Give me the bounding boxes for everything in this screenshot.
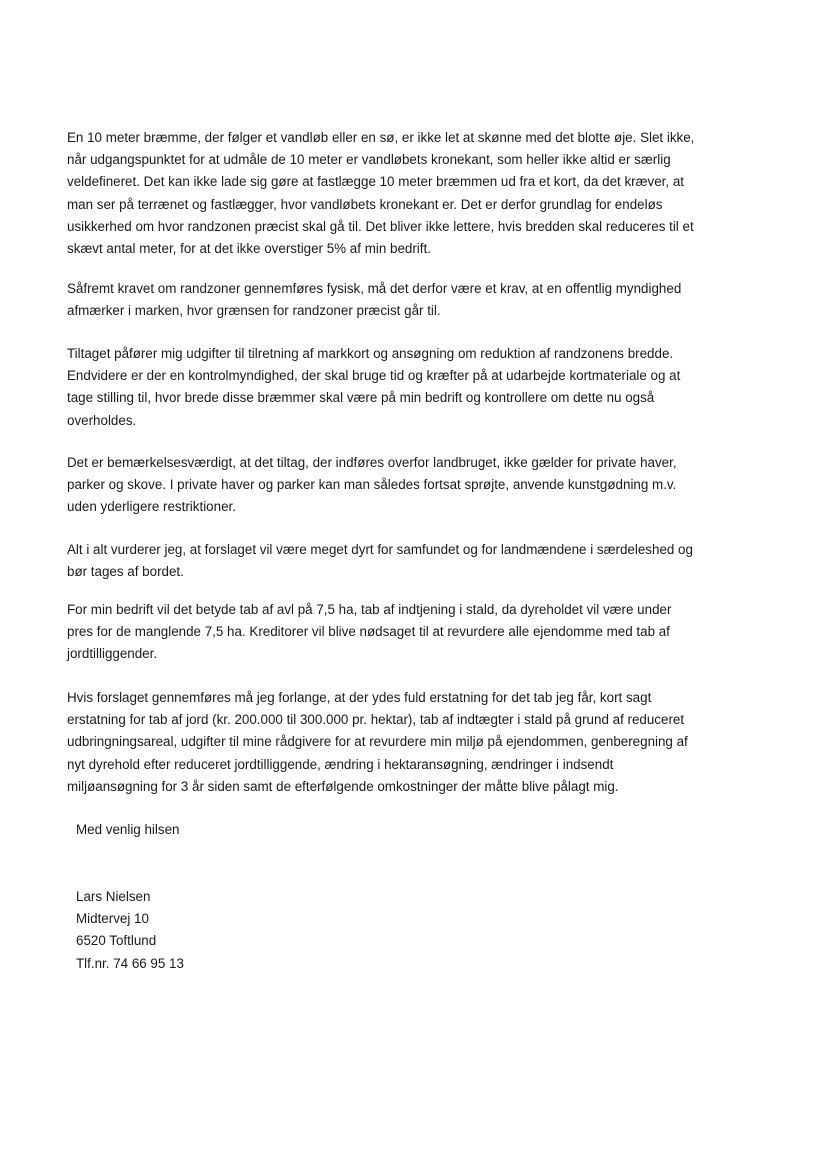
- paragraph-line: parker og skove. I private haver og parker kan man således fortsat sprøjte, anvende kunstgødning m.v.: [67, 477, 677, 493]
- paragraph-line: man ser på terrænet og fastlægger, hvor vandløbets kronekant er. Det er derfor grundlag for endeløs: [67, 196, 663, 212]
- paragraph-4: [67, 452, 767, 519]
- paragraph-line: bør tages af bordet.: [67, 564, 184, 580]
- paragraph-line: veldefineret. Det kan ikke lade sig gøre at fastlægge 10 meter bræmmen ud fra et kort, da det kræver, at: [67, 174, 685, 190]
- paragraph-line: nyt dyrehold efter reduceret jordtilliggende, ændring i hektaransøgning, ændringer i indsendt: [67, 756, 614, 772]
- paragraph-line: Tiltaget påfører mig udgifter til tilretning af markkort og ansøgning om reduktion af randzonens bredde.: [67, 346, 674, 361]
- paragraph-line: Såfremt kravet om randzoner gennemføres fysisk, må det derfor være et krav, at en offentlig myndighed: [67, 281, 682, 296]
- paragraph-line: For min bedrift vil det betyde tab af avl på 7,5 ha, tab af indtjening i stald, da dyreholdet vil være under: [67, 602, 672, 617]
- signature-phone: Tlf.nr. 74 66 95 13: [76, 955, 184, 971]
- paragraph-line: Hvis forslaget gennemføres må jeg forlange, at der ydes fuld erstatning for det tab jeg får, kort sagt: [67, 690, 652, 705]
- paragraph-line: Endvidere er der en kontrolmyndighed, der skal bruge tid og kræfter på at udarbejde kortmateriale og at: [67, 368, 681, 384]
- signature-name: Lars Nielsen: [76, 889, 151, 904]
- closing-greeting: Med venlig hilsen: [76, 822, 180, 837]
- paragraph-line: Alt i alt vurderer jeg, at forslaget vil være meget dyrt for samfundet og for landmændene i særdeleshed og: [67, 542, 693, 557]
- paragraph-line: pres for de manglende 7,5 ha. Kreditorer vil blive nødsaget til at revurdere alle ejendomme med tab af: [67, 624, 670, 640]
- paragraph-line: miljøansøgning for 3 år siden samt de efterfølgende omkostninger der måtte blive pålagt mig.: [67, 778, 619, 794]
- paragraph-line: usikkerhed om hvor randzonen præcist skal gå til. Det bliver ikke lettere, hvis bredden skal reduceres til et: [67, 218, 694, 234]
- signature-block: [76, 886, 184, 975]
- paragraph-line: udbringningsareal, udgifter til mine rådgivere for at revurdere min miljø på ejendommen, genberegning af: [67, 734, 688, 750]
- paragraph-line: Det er bemærkelsesværdigt, at det tiltag, der indføres overfor landbruget, ikke gælder for private haver,: [67, 455, 677, 470]
- paragraph-line: overholdes.: [67, 412, 137, 428]
- paragraph-5: [67, 539, 767, 583]
- paragraph-3: [67, 343, 767, 432]
- paragraph-1: [67, 127, 767, 260]
- signature-city: 6520 Toftlund: [76, 933, 157, 949]
- paragraph-line: uden yderligere restriktioner.: [67, 499, 236, 515]
- paragraph-6: [67, 599, 767, 666]
- paragraph-line: erstatning for tab af jord (kr. 200.000 til 300.000 pr. hektar), tab af indtægter i stald på grund af reduceret: [67, 712, 685, 728]
- paragraph-line: jordtilliggender.: [67, 646, 158, 662]
- paragraph-line: når udgangspunktet for at udmåle de 10 meter er vandløbets kronekant, som heller ikke altid er særlig: [67, 152, 671, 168]
- paragraph-line: tage stilling til, hvor brede disse bræmmer skal være på min bedrift og kontrollere om dette nu også: [67, 390, 655, 406]
- paragraph-line: skævt antal meter, for at det ikke overstiger 5% af min bedrift.: [67, 241, 431, 257]
- paragraph-line: afmærker i marken, hvor grænsen for randzoner præcist går til.: [67, 303, 441, 319]
- paragraph-2: [67, 278, 767, 322]
- signature-street: Midtervej 10: [76, 911, 149, 927]
- paragraph-line: En 10 meter bræmme, der følger et vandløb eller en sø, er ikke let at skønne med det blotte øje. Slet ikke,: [67, 130, 695, 145]
- paragraph-7: [67, 687, 767, 798]
